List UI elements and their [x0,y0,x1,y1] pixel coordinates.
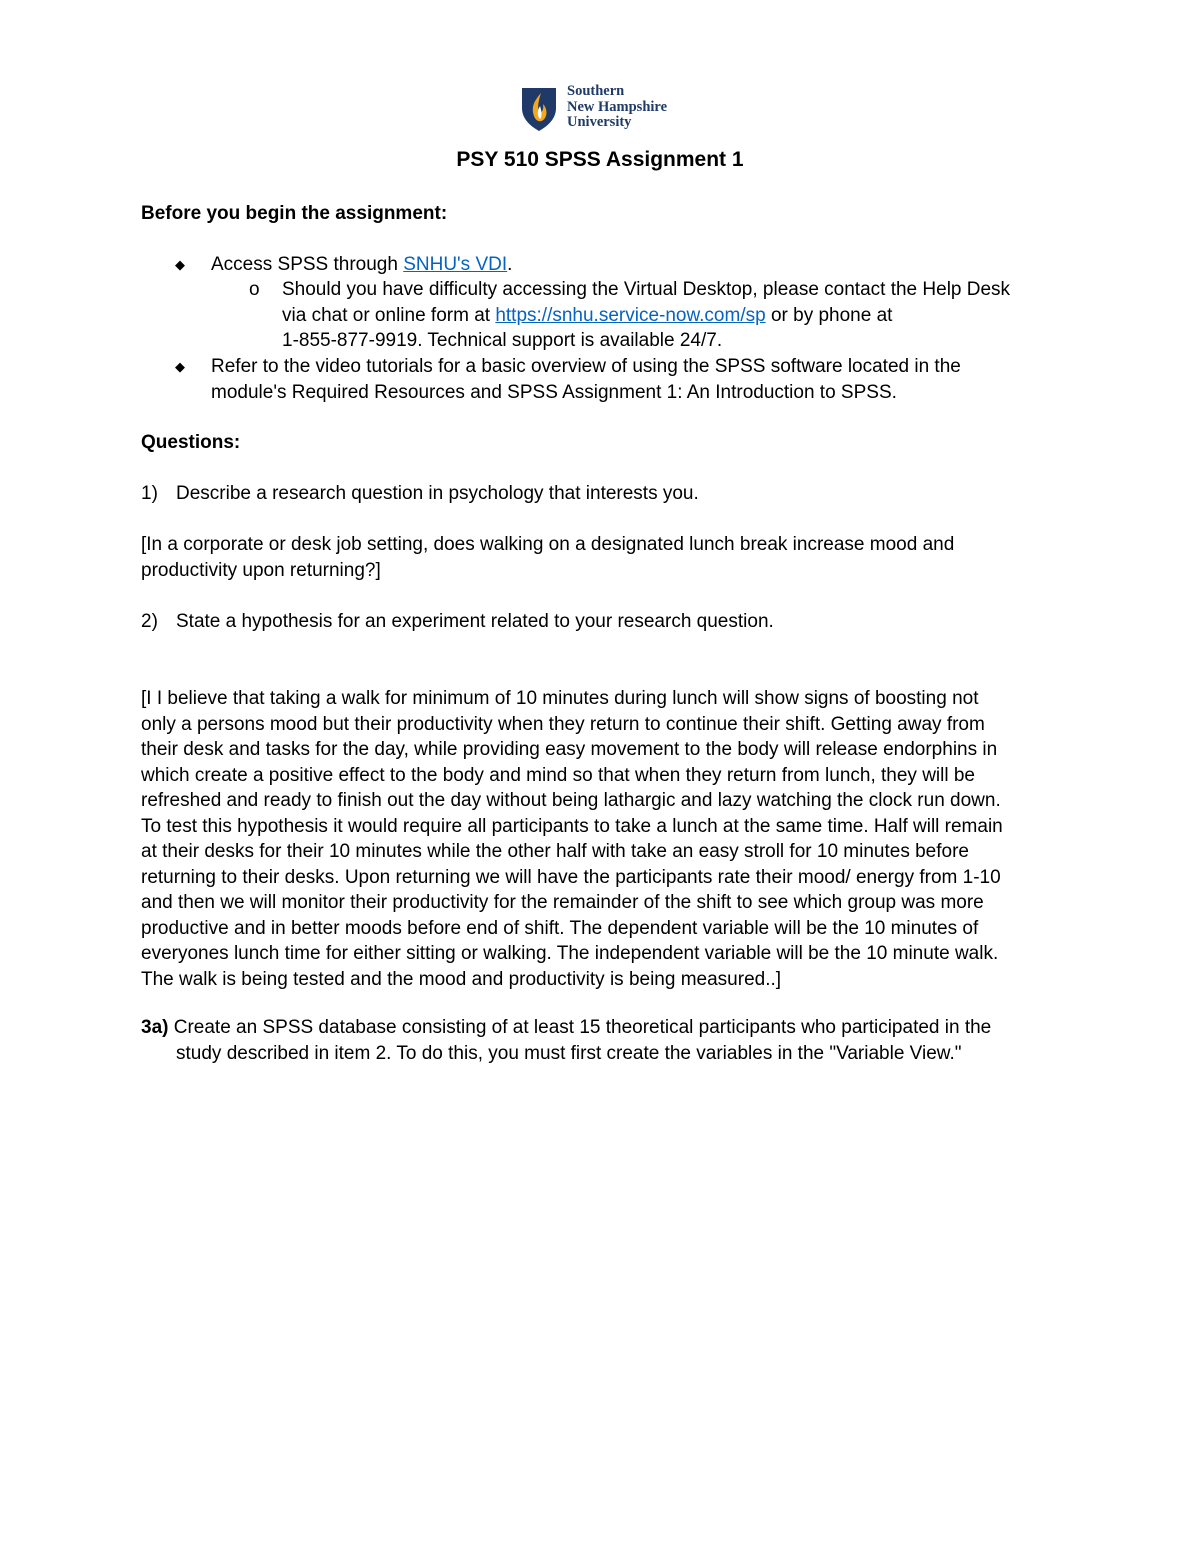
answer-1-line-2: productivity upon returning?] [141,559,381,581]
question-3a-line-1 [141,1015,1061,1041]
service-now-link[interactable]: https://snhu.service-now.com/sp [495,304,766,326]
question-2-answer [141,686,1061,992]
sub-bullet-marker: o [249,279,260,300]
answer-2-line: which create a positive effect to the body and mind so that when they return from lunch, they will be [141,764,975,786]
question-1-text: Describe a research question in psychology that interests you. [176,483,699,504]
question-3a-line-1-text: Create an SPSS database consisting of at least 15 theoretical participants who participated in the [168,1017,992,1038]
question-1-number: 1) [141,483,158,504]
answer-1-line-1: [In a corporate or desk job setting, does walking on a designated lunch break increase mood and [141,534,955,555]
sub-bullet-line-2 [282,303,1062,329]
answer-2-line: their desk and tasks for the day, while providing easy movement to the body will release endorphins in [141,739,998,760]
bullet-icon: ◆ [175,257,185,272]
answer-2-line: productive and in better moods before end of shift. The dependent variable will be the 10 minutes of [141,917,979,939]
answer-2-line: everyones lunch time for either sitting or walking. The independent variable will be the 10 minute walk. [141,943,999,964]
question-2-text: State a hypothesis for an experiment related to your research question. [176,611,774,632]
logo-line-1: Southern [567,83,625,99]
snhu-vdi-link[interactable]: SNHU's VDI [403,254,508,275]
questions-heading: Questions: [141,432,241,453]
answer-2-line: returning to their desks. Upon returning we will have the participants rate their mood/ energy from 1-10 [141,866,1001,888]
sub-bullet-line-3: 1-855-877-9919. Technical support is available 24/7. [282,330,723,351]
bullet-2-line-2: module's Required Resources and SPSS Assignment 1: An Introduction to SPSS. [211,381,897,403]
bullet-1-suffix: . [507,254,513,275]
answer-2-line: at their desks for their 10 minutes while the other half with take an easy stroll for 10 minutes before [141,841,969,862]
question-1-answer [141,532,1061,583]
question-3a-number: 3a) [141,1017,169,1038]
answer-2-line: The walk is being tested and the mood and productivity is being measured..] [141,968,782,990]
university-logo [520,84,690,134]
flame-shield-icon [520,86,558,132]
question-2-number: 2) [141,611,158,632]
answer-2-line: refreshed and ready to finish out the day without being lathargic and lazy watching the clock run down. [141,790,1001,811]
logo-wordmark [567,84,667,131]
bullet-1-prefix: Access SPSS through [211,254,404,275]
answer-2-line: [I I believe that taking a walk for minimum of 10 minutes during lunch will show signs of boosting not [141,688,979,709]
sub-bullet-line-1: Should you have difficulty accessing the Virtual Desktop, please contact the Help Desk [282,279,1011,300]
answer-2-line: To test this hypothesis it would require all participants to take a lunch at the same time. Half will remain [141,815,1003,837]
before-heading: Before you begin the assignment: [141,203,448,224]
logo-line-3: University [567,114,632,130]
sub-bullet-line-2-prefix: via chat or online form at [282,304,496,326]
question-3a [141,1015,1061,1066]
bullet-icon: ◆ [175,359,185,374]
question-3a-line-2: study described in item 2. To do this, you must first create the variables in the "Variable View." [176,1042,962,1064]
bullet-2-line-1: Refer to the video tutorials for a basic overview of using the SPSS software located in the [211,356,961,377]
answer-2-line: and then we will monitor their productivity for the remainder of the shift to see which group was more [141,892,984,913]
document-title: PSY 510 SPSS Assignment 1 [456,148,744,171]
answer-2-line: only a persons mood but their productivity when they return to continue their shift. Getting away from [141,713,985,735]
logo-line-2: New Hampshire [567,98,668,115]
sub-bullet-line-2-suffix: or by phone at [765,304,893,326]
